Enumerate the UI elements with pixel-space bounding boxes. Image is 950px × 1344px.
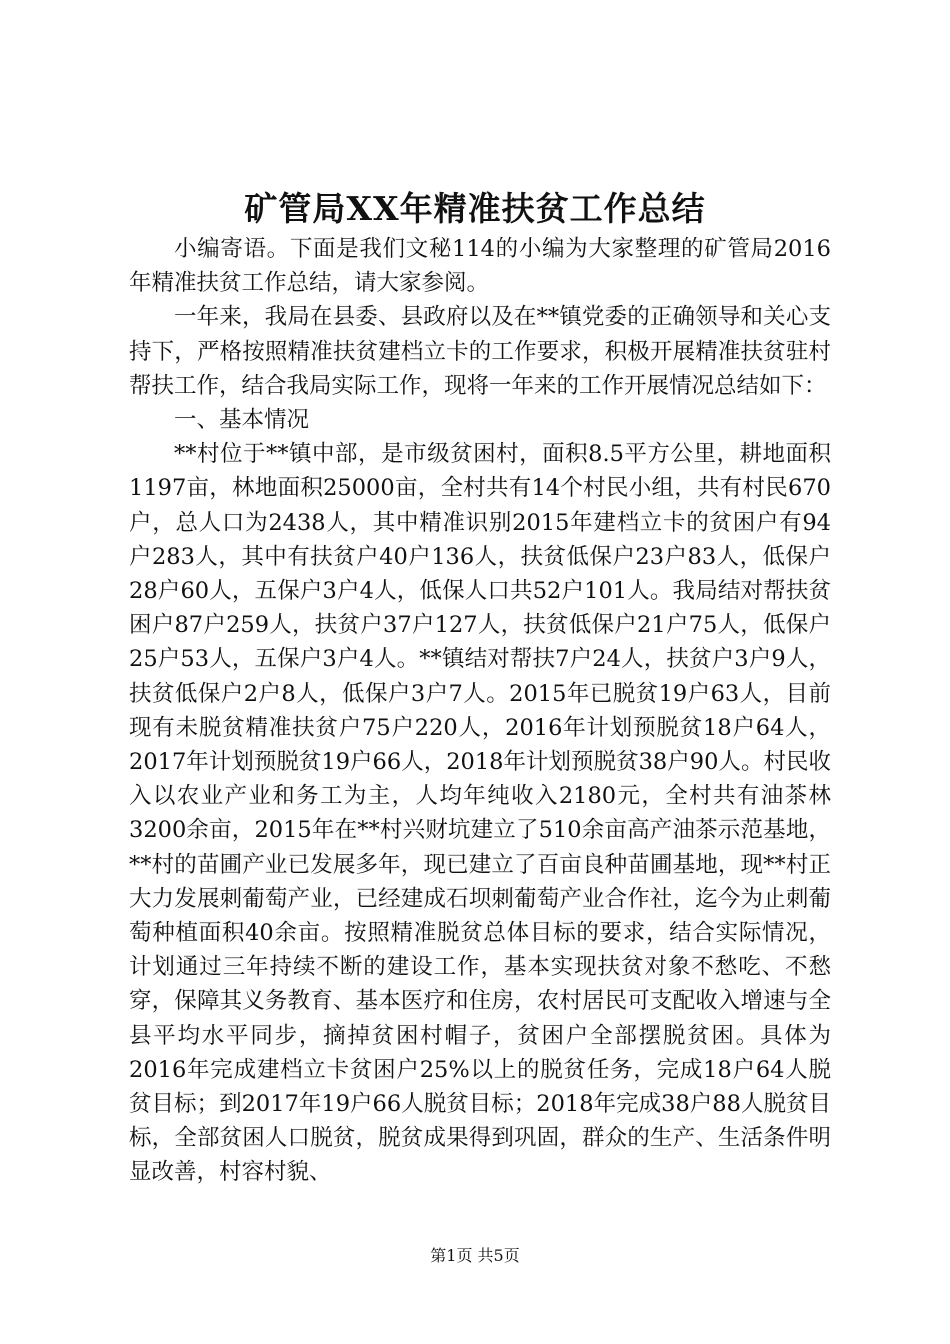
document-body xyxy=(129,232,831,1190)
paragraph-overview: 一年来，我局在县委、县政府以及在**镇党委的正确领导和关心支持下，严格按照精准扶贫建档立卡的工作要求，积极开展精准扶贫驻村帮扶工作，结合我局实际工作，现将一年来的工作开展情况总结如下： xyxy=(129,304,831,399)
paragraph-intro: 小编寄语。下面是我们文秘114的小编为大家整理的矿管局2016年精准扶贫工作总结，请大家参阅。 xyxy=(129,236,831,297)
section-heading: 一、基本情况 xyxy=(174,407,310,434)
page-footer: 第1页 共5页 xyxy=(430,1246,520,1265)
paragraph-basic-situation: **村位于**镇中部，是市级贫困村，面积8.5平方公里，耕地面积1197亩，林地面积25000亩，全村共有14个村民小组，共有村民670户，总人口为2438人，其中精准识别2015年建档立卡的贫困户有94户283人，其中有扶贫户40户136人，扶贫低保户23户83人，低保户28户60人，五保户3户4人，低保人口共52户101人。我局结对帮扶贫困户87户259人，扶贫户37户127人，扶贫低保户21户75人，低保户25户53人，五保户3户4人。**镇结对帮扶7户24人，扶贫户3户9人，扶贫低保户2户8人，低保户3户7人。2015年已脱贫19户63人，目前现有未脱贫精准扶贫户75户220人，2016年计划预脱贫18户64人，2017年计划预脱贫19户66人，2018年计划预脱贫38户90人。村民收入以农业产业和务工为主，人均年纯收入2180元，全村共有油茶林3200余亩，2015年在**村兴财坑建立了510余亩高产油茶示范基地，**村的苗圃产业已发展多年，现已建立了百亩良种苗圃基地，现**村正大力发展刺葡萄产业，已经建成石坝刺葡萄产业合作社，迄今为止刺葡萄种植面积40余亩。按照精准脱贫总体目标的要求，结合实际情况，计划通过三年持续不断的建设工作，基本实现扶贫对象不愁吃、不愁穿，保障其义务教育、基本医疗和住房，农村居民可支配收入增速与全县平均水平同步，摘掉贫困村帽子，贫困户全部摆脱贫困。具体为2016年完成建档立卡贫困户25%以上的脱贫任务，完成18户64人脱贫目标；到2017年19户66人脱贫目标；2018年完成38户88人脱贫目标，全部贫困人口脱贫，脱贫成果得到巩固，群众的生产、生活条件明显改善，村容村貌、 xyxy=(129,441,831,1186)
document-title: 矿管局XX年精准扶贫工作总结 xyxy=(244,189,706,228)
